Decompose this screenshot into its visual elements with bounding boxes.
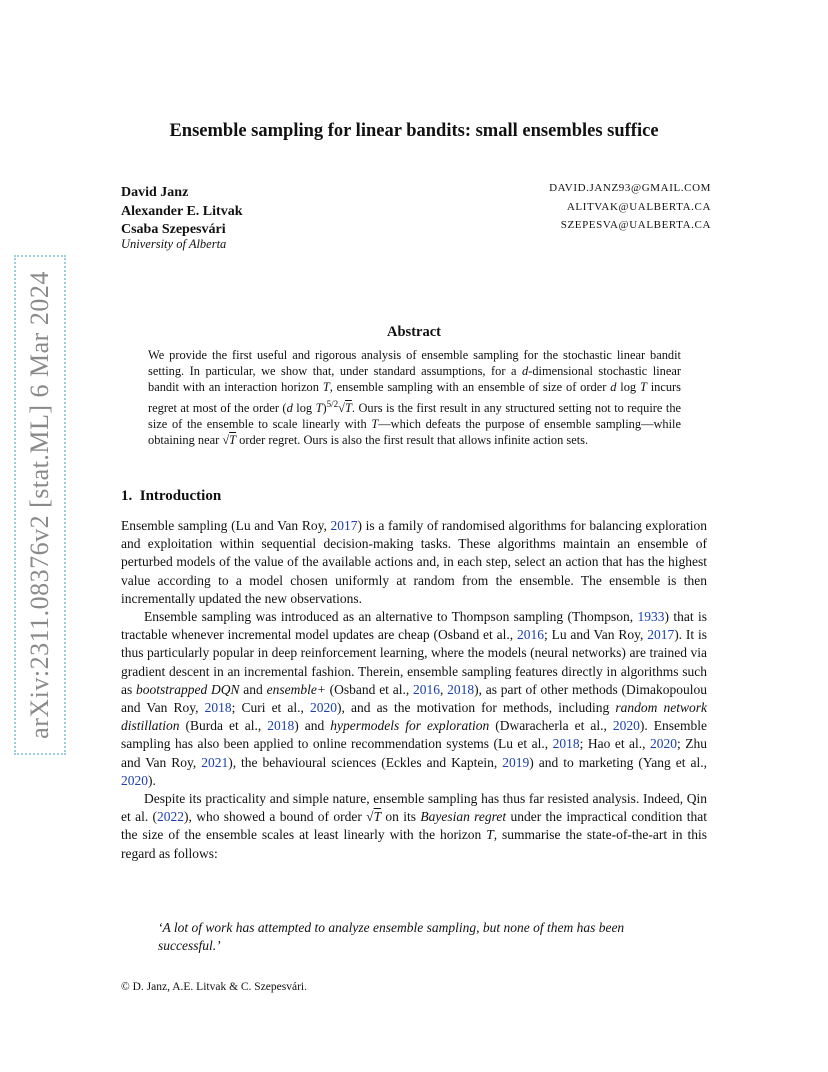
paragraph: Ensemble sampling was introduced as an alternative to Thompson sampling (Thompson, 1933) that is tractable whenever incremental model updates are cheap (Osband et al., 2016; Lu and Van Roy, 2017). It is thus particularly popular in deep reinforcement learning, where the models (neural networks) are trained via gradient descent in an incremental fashion. Therein, ensemble sampling features directly in algorithms such as bootstrapped DQN and ensemble+ (Osband et al., 2016, 2018), as part of other methods (Dimakopoulou and Van Roy, 2018; Curi et al., 2020), and as the motivation for methods, including random network distillation (Burda et al., 2018) and hypermodels for exploration (Dwaracherla et al., 2020). Ensemble sampling has also been applied to online recommendation systems (Lu et al., 2018; Hao et al., 2020; Zhu and Van Roy, 2021), the behavioural sciences (Eckles and Kaptein, 2019) and to marketing (Yang et al., 2020). <box>121 609 708 788</box>
citation-link[interactable]: 2017 <box>647 627 675 643</box>
citation-link[interactable]: 2018 <box>552 736 580 752</box>
citation-link[interactable]: 2018 <box>204 700 232 716</box>
author-email: DAVID.JANZ93@GMAIL.COM <box>549 182 711 194</box>
author-name: Alexander E. Litvak <box>121 203 243 219</box>
author-name: Csaba Szepesvári <box>121 222 226 237</box>
citation-link[interactable]: 2016 <box>516 627 544 643</box>
paper-title: Ensemble sampling for linear bandits: small ensembles suffice <box>169 121 659 141</box>
affiliation: University of Alberta <box>121 236 227 251</box>
citation-link[interactable]: 1933 <box>637 609 665 625</box>
author-row <box>121 218 711 237</box>
citation-link[interactable]: 2020 <box>612 718 640 734</box>
citation-link[interactable]: 2018 <box>267 718 295 734</box>
citation-link[interactable]: 2016 <box>412 681 440 697</box>
abstract-text: We provide the first useful and rigorous analysis of ensemble sampling for the stochastic linear bandit setting. In particular, we show that, under standard assumptions, for a d-dimensional stochastic linear bandit with an interaction horizon T, ensemble sampling with an ensemble of size of order d log T incurs regret at most of the order (d log T)$^{5/2}$√T. Ours is the first result in any structured setting not to require the size of the ensemble to scale linearly with T—which defeats the purpose of ensemble sampling—while obtaining near √T order regret. Ours is also the first result that allows infinite action sets. <box>148 348 682 448</box>
paragraph: Ensemble sampling (Lu and Van Roy, 2017) is a family of randomised algorithms for balancing exploration and exploitation within sequential decision-making tasks. These algorithms maintain an ensemble of perturbed models of the value of the available actions and, in each step, select an action that has the highest value according to a model chosen uniformly at random from the ensemble. The ensemble is then incrementally updated the new observations. <box>121 518 707 606</box>
abstract-heading: Abstract <box>387 324 441 340</box>
citation-link[interactable]: 2018 <box>447 681 475 697</box>
citation-link[interactable]: 2021 <box>201 754 229 770</box>
paragraph: Despite its practicality and simple nature, ensemble sampling has thus far resisted analysis. Indeed, Qin et al. (2022), who showed a bound of order √T on its Bayesian regret under the impractical condition that the size of the ensemble scales at least linearly with the horizon T, summarise the state-of-the-art in this regard as follows: <box>121 791 707 861</box>
author-name: David Janz <box>121 185 189 200</box>
author-row <box>121 200 711 219</box>
citation-link[interactable]: 2019 <box>502 754 530 770</box>
author-row <box>121 181 711 200</box>
citation-link[interactable]: 2022 <box>157 809 185 825</box>
citation-link[interactable]: 2020 <box>310 700 338 716</box>
arxiv-id: arXiv:2311.08376v2 [stat.ML] 6 Mar 2024 <box>25 271 54 739</box>
body-text <box>121 517 707 863</box>
citation-link[interactable]: 2020 <box>650 736 678 752</box>
author-email: ALITVAK@UALBERTA.CA <box>566 200 711 213</box>
block-quote: ‘A lot of work has attempted to analyze ensemble sampling, but none of them has been successful.’ <box>158 920 625 954</box>
citation-link[interactable]: 2020 <box>121 772 148 788</box>
section-heading: 1. Introduction <box>121 488 222 504</box>
copyright-footer: © D. Janz, A.E. Litvak & C. Szepesvári. <box>121 981 307 993</box>
citation-link[interactable]: 2017 <box>330 518 358 533</box>
author-email: SZEPESVA@UALBERTA.CA <box>560 219 711 231</box>
author-block <box>121 181 711 252</box>
